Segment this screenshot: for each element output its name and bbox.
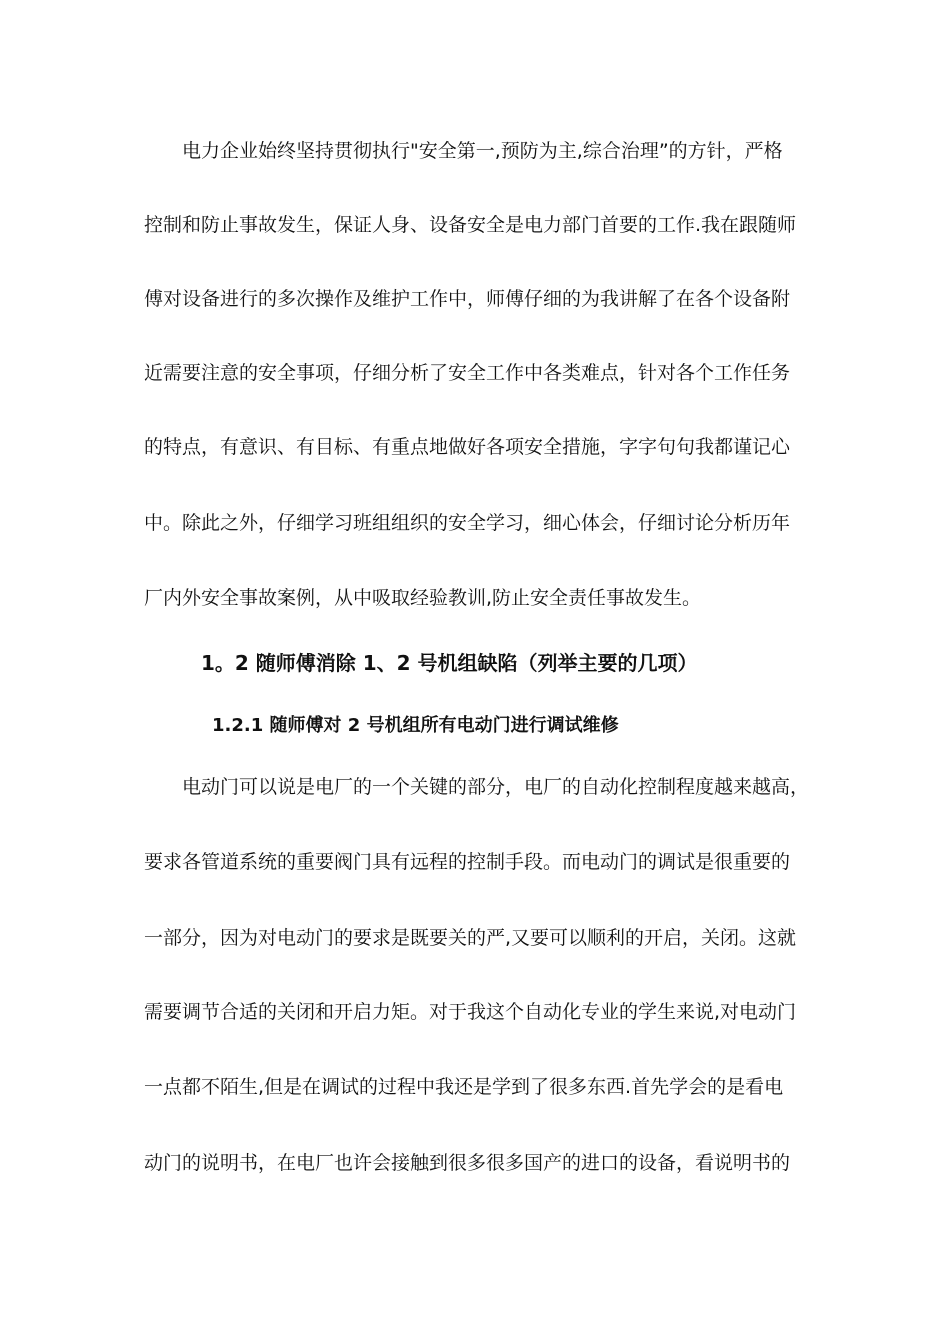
paragraph1-line-3: 傅对设备进行的多次操作及维护工作中，师傅仔细的为我讲解了在各个设备附	[144, 288, 791, 310]
paragraph2-line-3: 一部分，因为对电动门的要求是既要关的严,又要可以顺利的开启，关闭。这就	[144, 927, 797, 949]
paragraph1-line-2: 控制和防止事故发生，保证人身、设备安全是电力部门首要的工作.我在跟随师	[144, 214, 797, 236]
paragraph2-line-5: 一点都不陌生,但是在调试的过程中我还是学到了很多东西.首先学会的是看电	[144, 1076, 784, 1098]
subsection-heading-1-2-1: 1.2.1 随师傅对 2 号机组所有电动门进行调试维修	[212, 715, 619, 736]
paragraph2-line-1: 电动门可以说是电厂的一个关键的部分，电厂的自动化控制程度越来越高，	[182, 776, 810, 798]
paragraph2-line-4: 需要调节合适的关闭和开启力矩。对于我这个自动化专业的学生来说,对电动门	[144, 1001, 797, 1023]
section-heading-1-2: 1。2 随师傅消除 1、2 号机组缺陷（列举主要的几项）	[201, 651, 698, 675]
paragraph1-line-5: 的特点，有意识、有目标、有重点地做好各项安全措施，字字句句我都谨记心	[144, 436, 791, 458]
paragraph2-line-2: 要求各管道系统的重要阀门具有远程的控制手段。而电动门的调试是很重要的	[144, 851, 791, 873]
paragraph2-line-6: 动门的说明书，在电厂也许会接触到很多很多国产的进口的设备，看说明书的	[144, 1152, 791, 1174]
paragraph1-line-1: 电力企业始终坚持贯彻执行"安全第一,预防为主,综合治理”的方针，严格	[182, 140, 783, 162]
paragraph1-line-4: 近需要注意的安全事项，仔细分析了安全工作中各类难点，针对各个工作任务	[144, 362, 791, 384]
paragraph1-line-7: 厂内外安全事故案例，从中吸取经验教训,防止安全责任事故发生。	[144, 587, 702, 609]
paragraph1-line-6: 中。除此之外，仔细学习班组组织的安全学习，细心体会，仔细讨论分析历年	[144, 512, 791, 534]
